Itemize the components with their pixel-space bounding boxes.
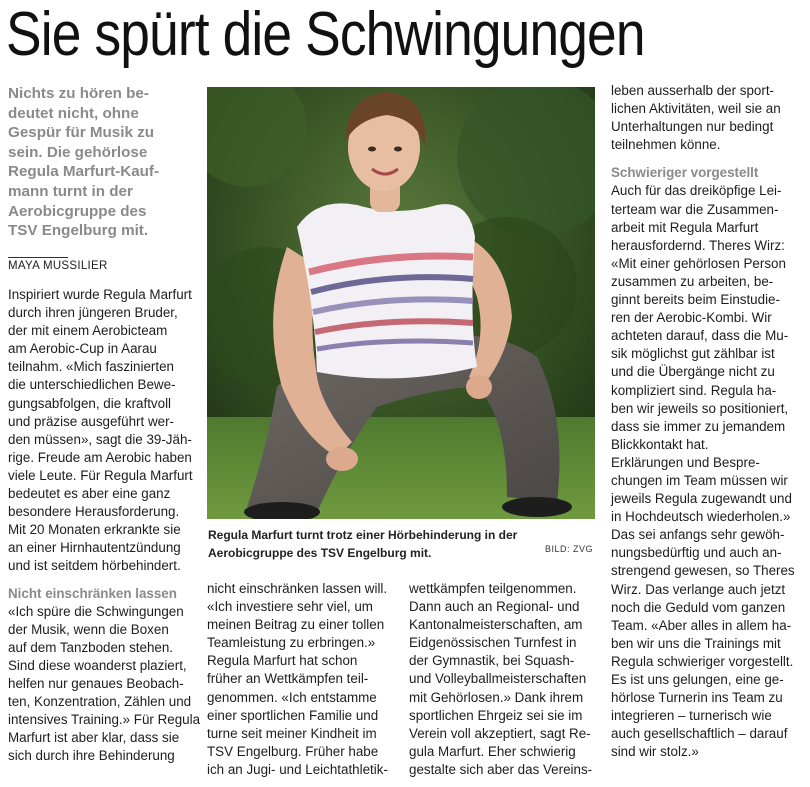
article-line: an einer Hirnhautentzündung	[8, 540, 181, 556]
article-column-4	[611, 82, 797, 761]
lead-line: Regula Marfurt-Kauf-	[8, 163, 160, 181]
article-line: nungsbedürftig und auch an-	[611, 545, 782, 561]
article-line: viele Leute. Für Regula Marfurt	[8, 467, 193, 483]
article-line: «Ich investiere sehr viel, um	[207, 599, 373, 615]
author-divider	[8, 257, 68, 258]
article-line: Unterhaltungen nur bedingt	[611, 119, 774, 135]
article-line: und die Übergänge nicht zu	[611, 364, 775, 380]
article-line: der mit einem Aerobicteam	[8, 323, 168, 339]
article-line: kompliziert sind. Regula ha-	[611, 382, 777, 398]
article-line: chungen im Team müssen wir	[611, 472, 788, 488]
article-line: Team. «Aber alles in allem ha-	[611, 617, 792, 633]
article-line: TSV Engelburg. Früher habe	[207, 743, 379, 759]
article-line: arbeit mit Regula Marfurt	[611, 219, 759, 235]
article-line: Regula Marfurt hat schon	[207, 653, 358, 669]
article-line: hörlose Turnerin ins Team zu	[611, 690, 783, 706]
subhead-nicht-einschraenken: Nicht einschränken lassen	[8, 585, 177, 601]
article-line: ginnt bereits beim Einstudie-	[611, 292, 780, 308]
lead-line: TSV Engelburg mit.	[8, 222, 149, 240]
article-line: Es ist uns gelungen, eine ge-	[611, 672, 784, 687]
article-line: intensives Training.» Für Regula	[8, 712, 201, 728]
article-photo	[207, 87, 595, 519]
article-line: und ist seitdem hörbehindert.	[8, 558, 181, 574]
article-line: «Ich spüre die Schwingungen	[8, 603, 184, 619]
article-line: auf dem Tanzboden stehen.	[8, 639, 174, 655]
article-line: herausfordernd. Theres Wirz:	[611, 237, 785, 253]
lead-line: Gespür für Musik zu	[8, 124, 154, 142]
article-column-3	[409, 580, 595, 779]
article-line: Das sei anfangs sehr gewöh-	[611, 527, 785, 543]
article-line: gestalte sich aber das Vereins-	[409, 761, 593, 777]
article-line: gula Marfurt. Eher schwierig	[409, 743, 576, 759]
article-line: Eidgenössischen Turnfest in	[409, 635, 577, 651]
article-line: einer sportlichen Familie und	[207, 707, 379, 723]
article-line: Teamleistung zu erbringen.»	[207, 635, 376, 651]
article-line: Blickkontakt hat.	[611, 436, 709, 452]
article-column-2	[207, 580, 393, 779]
lead-line: deutet nicht, ohne	[8, 104, 139, 122]
article-line: den müssen», sagt die 39-Jäh-	[8, 431, 192, 447]
article-line: leben ausserhalb der sport-	[611, 83, 775, 98]
article-line: bedeutet es aber eine ganz	[8, 486, 171, 502]
article-line: die unterschiedlichen Bewe-	[8, 377, 176, 393]
article-line: noch die Geduld vom ganzen	[611, 599, 786, 615]
article-line: lichen Aktivitäten, weil sie an	[611, 101, 781, 117]
article-line: genommen. «Ich entstamme	[207, 689, 377, 705]
article-line: früher an Wettkämpfen teil-	[207, 671, 369, 687]
article-line: achteten darauf, dass die Mu-	[611, 328, 789, 344]
article-line: Marfurt ist aber klar, dass sie	[8, 730, 180, 746]
article-line: Auch für das dreiköpfige Lei-	[611, 183, 782, 199]
article-line: der Musik, wenn die Boxen	[8, 621, 169, 637]
article-line: zusammen zu arbeiten, be-	[611, 273, 774, 289]
article-line: in Hochdeutsch wiederholen.»	[611, 509, 791, 525]
photo-woman-crouching	[207, 87, 595, 519]
article-line: und präzise ausgeführt wer-	[8, 413, 174, 429]
lead-line: sein. Die gehörlose	[8, 143, 148, 161]
author-byline: MAYA MUSSILIER	[8, 260, 108, 272]
article-line: ten, Konzentration, Zählen und	[8, 694, 192, 710]
article-line: ren der Aerobic-Kombi. Wir	[611, 310, 772, 326]
article-line: mit Gehörlosen.» Dank ihrem	[409, 689, 584, 705]
article-line: Wirz. Das verlange auch jetzt	[611, 581, 786, 597]
article-line: jeweils Regula zugewandt und	[611, 491, 792, 507]
article-line: gungsabfolgen, die kraftvoll	[8, 395, 172, 411]
article-line: ben wir uns die Trainings mit	[611, 635, 781, 651]
lead-line: Aerobicgruppe des	[8, 202, 147, 220]
article-line: terteam war die Zusammen-	[611, 201, 779, 217]
article-line: Inspiriert wurde Regula Marfurt	[8, 287, 192, 302]
article-line: teilnehmen könne.	[611, 137, 721, 153]
article-line: Kantonalmeisterschaften, am	[409, 617, 583, 633]
article-line: strengend gewesen, so Theres	[611, 563, 795, 579]
article-line: Mit 20 Monaten erkrankte sie	[8, 522, 181, 538]
article-line: «Mit einer gehörlosen Person	[611, 255, 786, 271]
article-line: Regula schwieriger vorgestellt.	[611, 653, 794, 669]
article-line: turne seit meiner Kindheit im	[207, 725, 377, 741]
headline: Sie spürt die Schwingungen	[6, 0, 645, 69]
photo-caption	[208, 526, 594, 562]
article-line: auch gesellschaftlich – darauf	[611, 726, 788, 742]
article-line: meinen Beitrag zu einer tollen	[207, 617, 385, 633]
article-line: rige. Freude am Aerobic haben	[8, 449, 192, 465]
article-line: sind wir stolz.»	[611, 744, 699, 760]
article-line: wettkämpfen teilgenommen.	[409, 581, 577, 596]
article-line: ben wir jeweils so positioniert,	[611, 400, 789, 416]
subhead-schwieriger-vorgestellt: Schwieriger vorgestellt	[611, 165, 759, 181]
lead-text	[8, 84, 194, 241]
article-line: der Gymnastik, bei Squash-	[409, 653, 575, 669]
article-line: sich durch ihre Behinderung	[8, 748, 175, 764]
caption-text: Regula Marfurt turnt trotz einer Hörbehinderung in der Aerobicgruppe des TSV Engelburg mit.	[208, 528, 518, 560]
article-line: Dann auch an Regional- und	[409, 599, 580, 615]
article-line: teilnahm. «Mich faszinierten	[8, 359, 174, 375]
photo-credit: BILD: ZVG	[544, 544, 593, 554]
article-line: integrieren – turnerisch wie	[611, 708, 772, 724]
article-line: dass sie immer zu jemandem	[611, 418, 786, 434]
article-line: nicht einschränken lassen will.	[207, 581, 388, 596]
lead-line: Nichts zu hören be-	[8, 85, 149, 102]
lead-line: mann turnt in der	[8, 182, 133, 200]
article-line: Sind diese woanderst plaziert,	[8, 657, 187, 673]
article-line: ich an Jugi- und Leichtathletik-	[207, 761, 388, 777]
article-line: helfen nur genaues Beobach-	[8, 675, 184, 691]
article-line: besondere Herausforderung.	[8, 504, 180, 520]
article-line: sportlichen Ehrgeiz sei sie im	[409, 707, 583, 723]
article-line: Verein voll akzeptiert, sagt Re-	[409, 725, 591, 741]
article-line: Erklärungen und Bespre-	[611, 454, 760, 470]
article-line: am Aerobic-Cup in Aarau	[8, 341, 157, 357]
article-column-1	[8, 286, 201, 765]
article-line: durch ihren jüngeren Bruder,	[8, 305, 178, 321]
article-line: sik möglichst gut zählbar ist	[611, 346, 775, 362]
article-line: und Volleyballmeisterschaften	[409, 671, 587, 687]
